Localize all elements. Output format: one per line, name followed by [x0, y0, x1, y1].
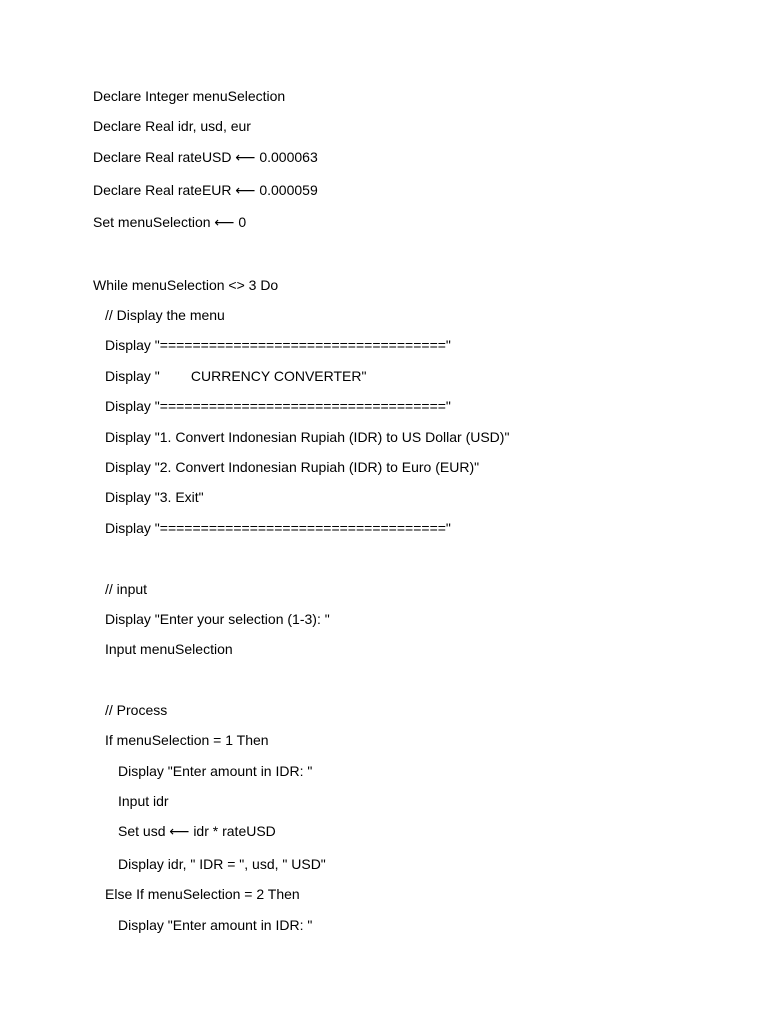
- code-line-if-selection-1: If menuSelection = 1 Then: [105, 732, 269, 748]
- code-line-display-separator-1: Display "===================================": [105, 337, 451, 353]
- code-line-input-menu-selection: Input menuSelection: [105, 641, 233, 657]
- code-line-declare-menu-selection: Declare Integer menuSelection: [93, 88, 286, 104]
- code-line-declare-rate-usd: Declare Real rateUSD ⟵ 0.000063: [93, 149, 318, 165]
- code-line-display-separator-2: Display "===================================": [105, 398, 451, 414]
- code-line-set-menu-selection: Set menuSelection ⟵ 0: [93, 214, 247, 230]
- code-line-else-if-selection-2: Else If menuSelection = 2 Then: [105, 886, 300, 902]
- code-line-declare-rate-eur: Declare Real rateEUR ⟵ 0.000059: [93, 182, 318, 198]
- code-line-declare-idr-usd-eur: Declare Real idr, usd, eur: [93, 118, 251, 134]
- code-line-display-enter-amount-1: Display "Enter amount in IDR: ": [118, 763, 313, 779]
- code-line-while-loop: While menuSelection <> 3 Do: [93, 277, 279, 293]
- code-line-display-usd-result: Display idr, " IDR = ", usd, " USD": [118, 856, 326, 872]
- code-line-display-option-2: Display "2. Convert Indonesian Rupiah (IDR) to Euro (EUR)": [105, 459, 480, 475]
- code-line-display-option-3: Display "3. Exit": [105, 489, 204, 505]
- code-line-display-title: Display " CURRENCY CONVERTER": [105, 368, 367, 384]
- code-comment-display-menu: // Display the menu: [105, 307, 225, 323]
- code-line-display-prompt: Display "Enter your selection (1-3): ": [105, 611, 330, 627]
- code-line-display-enter-amount-2: Display "Enter amount in IDR: ": [118, 917, 313, 933]
- code-line-display-separator-3: Display "===================================": [105, 520, 451, 536]
- code-line-input-idr: Input idr: [118, 793, 169, 809]
- code-line-display-option-1: Display "1. Convert Indonesian Rupiah (IDR) to US Dollar (USD)": [105, 429, 510, 445]
- code-line-set-usd: Set usd ⟵ idr * rateUSD: [118, 823, 276, 839]
- code-comment-input: // input: [105, 581, 148, 597]
- code-comment-process: // Process: [105, 702, 168, 718]
